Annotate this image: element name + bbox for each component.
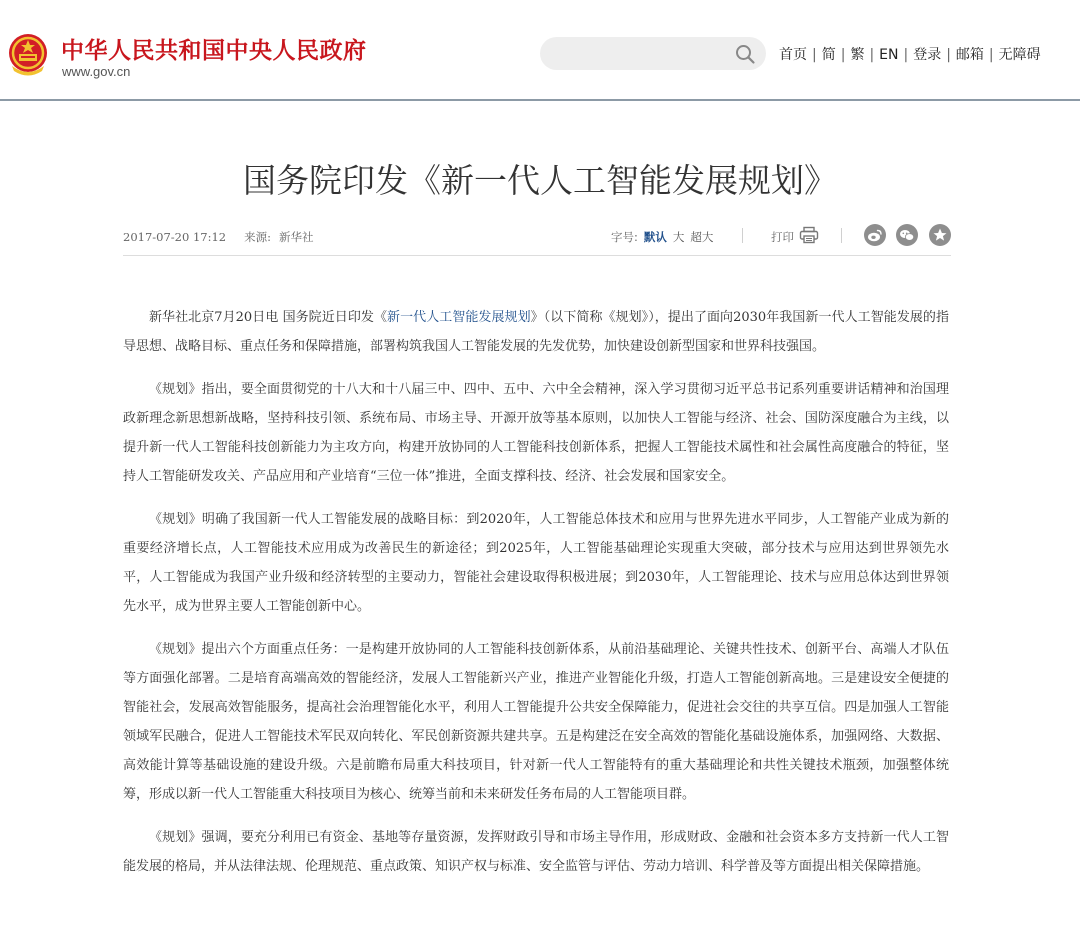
plan-document-link[interactable]: 新一代人工智能发展规划: [387, 310, 531, 325]
nav-separator: |: [869, 47, 875, 63]
meta-divider-line: [123, 255, 951, 256]
font-size-default[interactable]: 默认: [643, 230, 667, 244]
nav-separator: |: [812, 47, 817, 63]
article-meta: [123, 229, 313, 245]
nav-separator: |: [946, 47, 951, 63]
article-paragraph: [123, 303, 949, 361]
wechat-icon[interactable]: [896, 224, 918, 246]
top-navigation: [779, 44, 1041, 64]
search-input[interactable]: [540, 37, 766, 70]
meta-divider: [841, 228, 842, 243]
font-size-xlarge[interactable]: 超大: [690, 230, 714, 244]
meta-divider: [742, 228, 743, 243]
weibo-icon[interactable]: [864, 224, 886, 246]
article-paragraph: 《规划》指出，要全面贯彻党的十八大和十八届三中、四中、五中、六中全会精神，深入学习贯彻习近平总书记系列重要讲话精神和治国理政新理念新思想新战略，坚持科技引领、系统布局、市场主导、开源开放等基本原则，以加快人工智能与经济、社会、国防深度融合为主线，以提升新一代人工智能科技创新能力为主攻方向，构建开放协同的人工智能科技创新体系，把握人工智能技术属性和社会属性高度融合的特征，坚持人工智能研发攻关、产品应用和产业培育“三位一体”推进，全面支撑科技、经济、社会发展和国家安全。: [123, 382, 949, 484]
site-header: [0, 0, 1080, 101]
paragraph-text: 新华社北京7月20日电 国务院近日印发《: [149, 310, 388, 325]
printer-icon[interactable]: [799, 226, 819, 244]
nav-login-link[interactable]: 登录: [913, 47, 942, 63]
nav-traditional-link[interactable]: 繁: [850, 47, 865, 63]
paragraph-text: 》（以下简称《规划》），提出了面向2030年我国新一代人工智能发展的指导思想、战略目标、重点任务和保障措施，部署构筑我国人工智能发展的先发优势，加快建设创新型国家和世界科技强国。: [123, 310, 949, 354]
print-label[interactable]: 打印: [771, 230, 794, 244]
font-size-label: 字号:: [611, 230, 638, 244]
source-label: 来源:: [244, 230, 271, 244]
nav-separator: |: [988, 47, 994, 63]
source-name: 新华社: [278, 230, 314, 244]
nav-simplified-link[interactable]: 简: [821, 47, 836, 63]
nav-english-link[interactable]: EN: [879, 47, 899, 63]
publish-date: 2017-07-20 17:12: [123, 230, 227, 244]
nav-separator: |: [840, 47, 846, 63]
nav-separator: |: [903, 47, 909, 63]
article-paragraph: 《规划》强调，要充分利用已有资金、基地等存量资源，发挥财政引导和市场主导作用，形成财政、金融和社会资本多方支持新一代人工智能发展的格局，并从法律法规、伦理规范、重点政策、知识产权与标准、安全监管与评估、劳动力培训、科学普及等方面提出相关保障措施。: [123, 830, 949, 874]
favorite-icon[interactable]: [929, 224, 951, 246]
nav-mail-link[interactable]: 邮箱: [955, 47, 984, 63]
font-size-control: [611, 229, 713, 245]
article-paragraph: 《规划》明确了我国新一代人工智能发展的战略目标：到2020年，人工智能总体技术和应用与世界先进水平同步，人工智能产业成为新的重要经济增长点，人工智能技术应用成为改善民生的新途径；到2025年，人工智能基础理论实现重大突破，部分技术与应用达到世界领先水平，人工智能成为我国产业升级和经济转型的主要动力，智能社会建设取得积极进展；到2030年，人工智能理论、技术与应用总体达到世界领先水平，成为世界主要人工智能创新中心。: [123, 512, 949, 614]
site-title[interactable]: 中华人民共和国中央人民政府: [61, 38, 367, 64]
national-emblem-icon[interactable]: [6, 32, 50, 78]
font-size-large[interactable]: 大: [672, 230, 685, 244]
article-paragraph: 《规划》提出六个方面重点任务：一是构建开放协同的人工智能科技创新体系，从前沿基础理论、关键共性技术、创新平台、高端人才队伍等方面强化部署。二是培育高端高效的智能经济，发展人工智能新兴产业，推进产业智能化升级，打造人工智能创新高地。三是建设安全便捷的智能社会，发展高效智能服务，提高社会治理智能化水平，利用人工智能提升公共安全保障能力，促进社会交往的共享互信。四是加强人工智能领域军民融合，促进人工智能技术军民双向转化、军民创新资源共建共享。五是构建泛在安全高效的智能化基础设施体系，加强网络、大数据、高效能计算等基础设施的建设升级。六是前瞻布局重大科技项目，针对新一代人工智能特有的重大基础理论和共性关键技术瓶颈，加强整体统筹，形成以新一代人工智能重大科技项目为核心、统筹当前和未来研发任务布局的人工智能项目群。: [123, 642, 949, 802]
nav-home-link[interactable]: 首页: [779, 47, 807, 63]
article-body: [123, 303, 949, 895]
search-icon[interactable]: [734, 43, 756, 65]
site-url[interactable]: www.gov.cn: [62, 64, 131, 79]
nav-accessibility-link[interactable]: 无障碍: [998, 47, 1041, 63]
article-title: 国务院印发《新一代人工智能发展规划》: [243, 161, 837, 200]
